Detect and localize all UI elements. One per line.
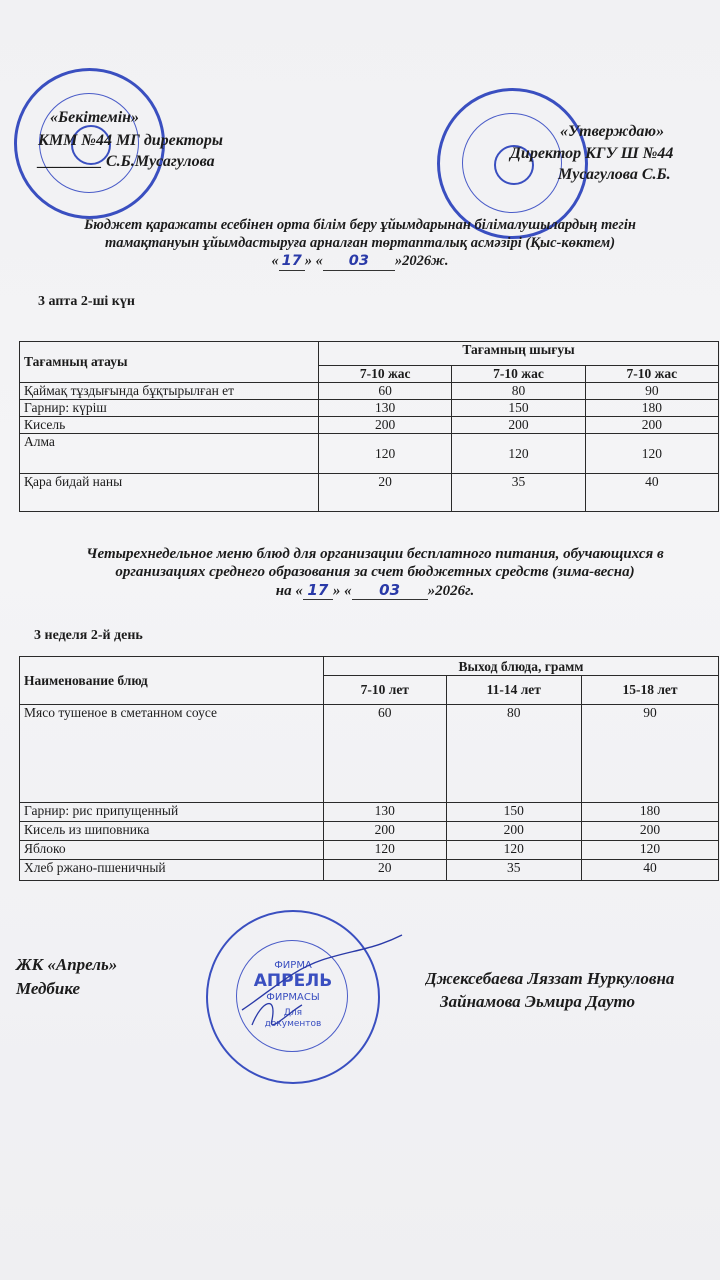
kz-date-day: 17 — [279, 252, 305, 271]
ru-menu-table — [19, 656, 719, 881]
kz-col-output: Тағамның шығуы — [319, 342, 719, 366]
kz-age-1: 7-10 жас — [319, 366, 452, 383]
ru-date-day: 17 — [303, 581, 333, 600]
kz-director-title: КММ №44 МГ директоры — [38, 132, 224, 149]
signature-left-org: ЖК «Апрель» — [16, 955, 118, 974]
kz-title-line2: тамақтануын ұйымдастыруға арналған төртапталық асмәзірі (Қыс-көктем) — [104, 235, 616, 251]
ru-director-name: Мусагулова С.Б. — [558, 166, 671, 183]
kz-title-line1: Бюджет қаражаты есебінен орта білім беру ұйымдарынан білімалушылардың тегін — [84, 217, 636, 233]
signature-right-name2: Зайнамова Эьмира Дауто — [440, 992, 636, 1011]
kz-menu-table — [19, 341, 719, 512]
table-row: Қаймақ тұздығында бұқтырылған ет 60 80 90 — [20, 383, 719, 400]
kz-age-3: 7-10 жас — [585, 366, 718, 383]
stamp-firmasy-label: ФИРМАСЫ — [266, 992, 320, 1003]
kz-menu-title — [30, 216, 690, 271]
table-row: Кисель из шиповника 200 200 200 — [20, 822, 719, 841]
table-row: Хлеб ржано-пшеничный 20 35 40 — [20, 860, 719, 881]
kz-approval-title: «Бекітемін» — [50, 109, 140, 126]
ru-age-1: 7-10 лет — [324, 676, 447, 705]
stamp-firm-label: ФИРМА — [274, 960, 312, 971]
table-row: Гарнир: рис припущенный 130 150 180 — [20, 803, 719, 822]
ru-menu-title — [30, 545, 720, 600]
signature-left-role: Медбике — [16, 979, 81, 998]
ru-age-3: 15-18 лет — [581, 676, 718, 705]
handwritten-signature — [232, 930, 412, 1040]
table-row: Яблоко 120 120 120 — [20, 841, 719, 860]
kz-age-2: 7-10 жас — [452, 366, 585, 383]
ru-col-output: Выход блюда, грамм — [324, 657, 719, 676]
ru-title-date: на « 17 » « 03 »2026г. — [275, 581, 475, 599]
table-row: Қара бидай наны 20 35 40 — [20, 474, 719, 512]
kz-approval-block — [50, 108, 139, 127]
table-row: Кисель 200 200 200 — [20, 417, 719, 434]
ru-title-line1: Четырехнедельное меню блюд для организации бесплатного питания, обучающихся в — [86, 546, 664, 562]
stamp-april-label: АПРЕЛЬ — [253, 971, 333, 991]
table-row: Мясо тушеное в сметанном соусе 60 80 90 — [20, 705, 719, 803]
stamp-note2: документов — [264, 1019, 322, 1029]
stamp-note1: Для — [283, 1008, 303, 1018]
table-row: Гарнир: күріш 130 150 180 — [20, 400, 719, 417]
signature-right-name1: Джексебаева Ляззат Нуркуловна — [425, 969, 675, 988]
ru-col-name: Наименование блюд — [20, 657, 324, 705]
ru-age-2: 11-14 лет — [446, 676, 581, 705]
kz-title-date: « 17 » « 03 »2026ж. — [271, 253, 449, 269]
table-row: Алма 120 120 120 — [20, 434, 719, 474]
kz-col-name: Тағамның атауы — [20, 342, 319, 383]
ru-title-line2: организациях среднего образования за счет бюджетных средств (зима-весна) — [115, 564, 635, 580]
kz-week-day: 3 апта 2-ші күн — [38, 294, 135, 309]
ru-week-day: 3 неделя 2-й день — [34, 628, 143, 643]
ru-director-title: Директор КГУ Ш №44 — [510, 145, 674, 162]
ru-approval-title: «Утверждаю» — [560, 123, 665, 140]
kz-date-month: 03 — [323, 252, 395, 271]
ru-date-month: 03 — [352, 581, 428, 600]
kz-director-name: ________ С.Б.Мусагулова — [38, 153, 215, 170]
